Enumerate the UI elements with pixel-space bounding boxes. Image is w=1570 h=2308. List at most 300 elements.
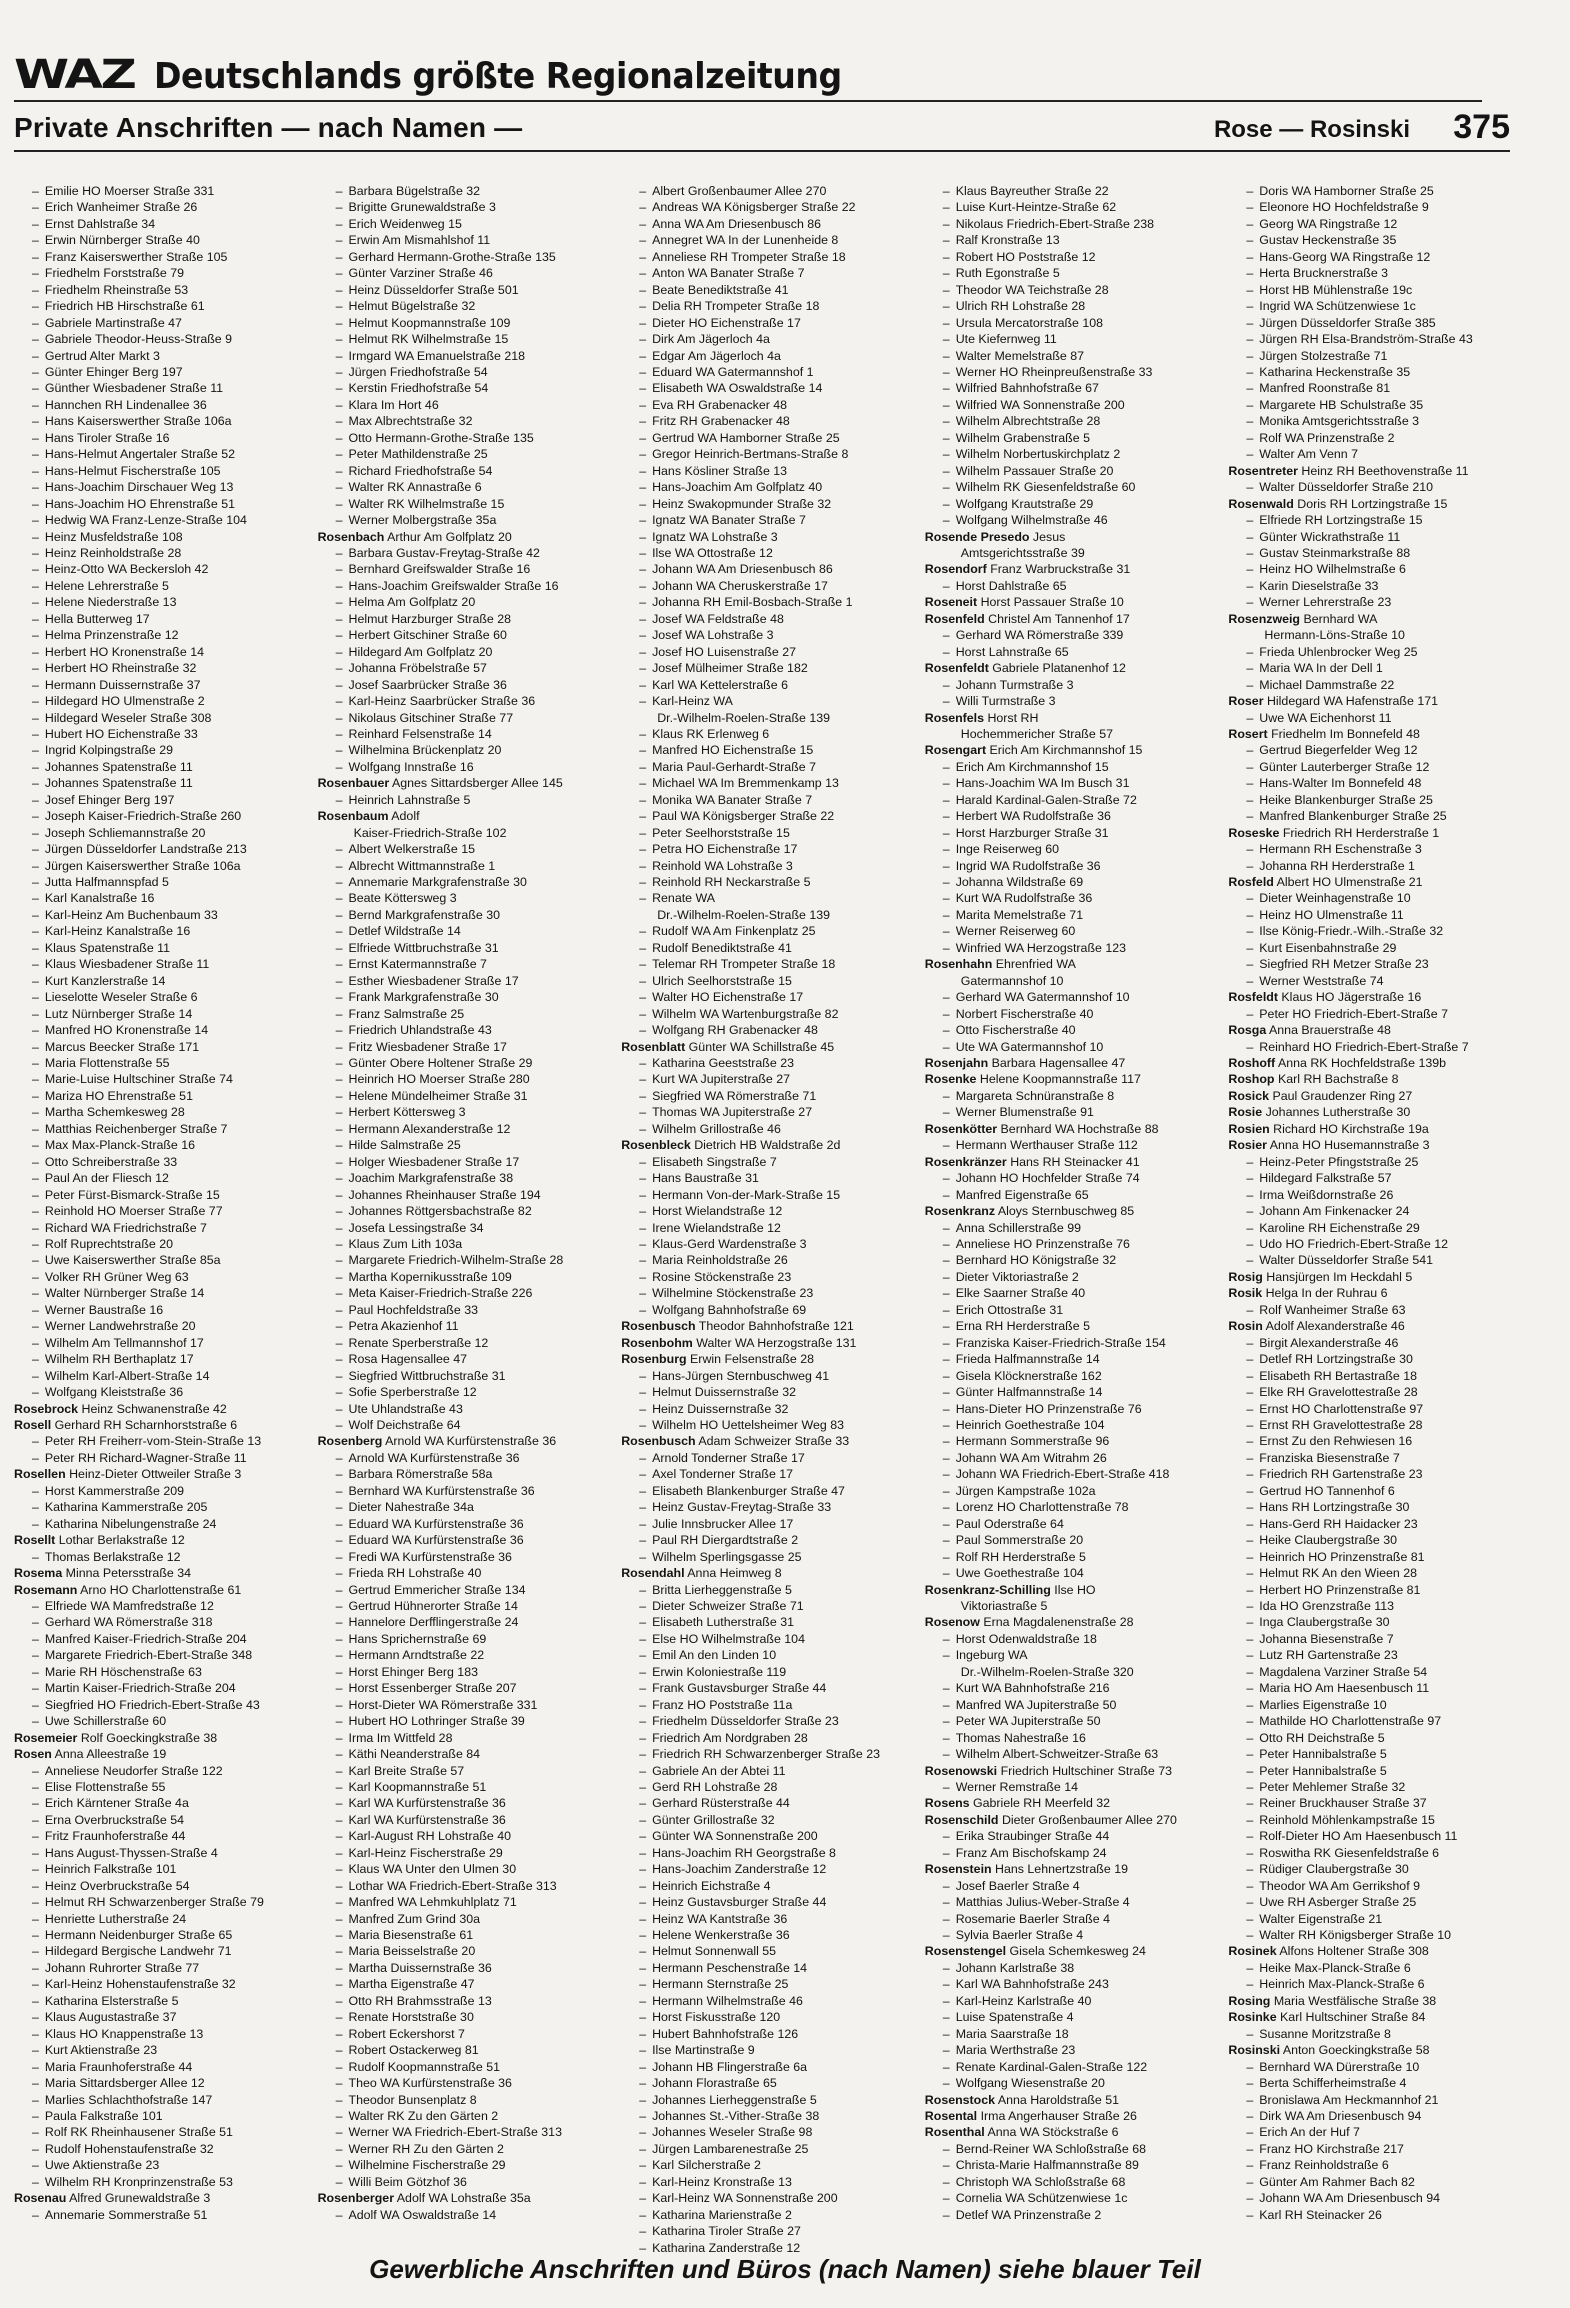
listing-entry: – Heinz Duissernstraße 32 <box>621 1401 903 1417</box>
listing-entry: – Gerhard WA Römerstraße 339 <box>925 627 1207 643</box>
listing-entry: – Uwe RH Asberger Straße 25 <box>1228 1894 1510 1910</box>
listing-entry: – Sofie Sperberstraße 12 <box>318 1384 600 1400</box>
listing-entry: – Nikolaus Gitschiner Straße 77 <box>318 710 600 726</box>
listing-entry: – Marcus Beecker Straße 171 <box>14 1039 296 1055</box>
entry-detail: Walter WA Herzogstraße 131 <box>696 1335 857 1350</box>
listing-entry: – Elisabeth RH Bertastraße 18 <box>1228 1368 1510 1384</box>
surname: Rosenstengel <box>924 1944 1007 1959</box>
listing-entry: – Arnold Tonderner Straße 17 <box>621 1450 903 1466</box>
listing-entry: – Irma Weißdornstraße 26 <box>1228 1187 1510 1203</box>
surname: Rosfeld <box>1228 875 1274 890</box>
listing-entry: – Irma Im Wittfeld 28 <box>318 1730 600 1746</box>
listing-entry: – Gustav Heckenstraße 35 <box>1228 232 1510 248</box>
listing-entry: – Bronislawa Am Heckmannhof 21 <box>1228 2092 1510 2108</box>
surname-entry <box>318 2190 600 2206</box>
listing-entry: – Erwin Nürnberger Straße 40 <box>14 232 296 248</box>
listing-entry: – Udo HO Friedrich-Ebert-Straße 12 <box>1228 1236 1510 1252</box>
surname: Rosen <box>14 1747 52 1762</box>
listing-entry: – Manfred WA Jupiterstraße 50 <box>925 1697 1207 1713</box>
listing-entry: – Ernst RH Gravelottestraße 28 <box>1228 1417 1510 1433</box>
listing-entry: – Friedrich Am Nordgraben 28 <box>621 1730 903 1746</box>
listing-entry: – Heinrich HO Prinzenstraße 81 <box>1228 1549 1510 1565</box>
surname-entry <box>925 1154 1207 1170</box>
listing-entry: – Hermann Duissernstraße 37 <box>14 677 296 693</box>
listing-entry: – Luise Kurt-Heintze-Straße 62 <box>925 199 1207 215</box>
surname-entry <box>318 808 600 824</box>
entry-detail: Adolf WA Lohstraße 35a <box>396 2191 531 2206</box>
listing-entry: – Reinhard Felsenstraße 14 <box>318 726 600 742</box>
listing-entry: – Doris WA Hamborner Straße 25 <box>1228 183 1510 199</box>
listing-entry: – Günter Grillostraße 32 <box>621 1812 903 1828</box>
listing-entry: – Telemar RH Trompeter Straße 18 <box>621 956 903 972</box>
listing-entry: – Werner Lehrerstraße 23 <box>1228 594 1510 610</box>
surname-entry <box>14 1565 296 1581</box>
listing-entry: – Rudolf Koopmannstraße 51 <box>318 2059 600 2075</box>
listing-entry: – Karl WA Bahnhofstraße 243 <box>925 1976 1207 1992</box>
listing-entry: – Hans-Joachim Am Golfplatz 40 <box>621 479 903 495</box>
section-title: Private Anschriften — nach Namen — <box>14 112 523 143</box>
listing-entry: – Erwin Koloniestraße 119 <box>621 1664 903 1680</box>
listing-entry: – Hans-Joachim HO Ehrenstraße 51 <box>14 496 296 512</box>
listing-entry: – Klaus Zum Lith 103a <box>318 1236 600 1252</box>
listing-entry: – Paul Oderstraße 64 <box>925 1516 1207 1532</box>
listing-entry: – Renate Kardinal-Galen-Straße 122 <box>925 2059 1207 2075</box>
listing-entry: – Marita Memelstraße 71 <box>925 907 1207 923</box>
entry-detail: Erich Am Kirchmannshof 15 <box>989 743 1143 758</box>
listing-entry: – Theo WA Kurfürstenstraße 36 <box>318 2075 600 2091</box>
surname: Rosenzweig <box>1228 611 1300 626</box>
surname: Rosenau <box>14 2191 67 2206</box>
listing-entry: – Paul Sommerstraße 20 <box>925 1532 1207 1548</box>
listing-entry: – Hannelore Derfflingerstraße 24 <box>318 1614 600 1630</box>
surname: Roshop <box>1228 1072 1275 1087</box>
listing-entry: – Karoline RH Eichenstraße 29 <box>1228 1220 1510 1236</box>
listing-entry: – Ruth Egonstraße 5 <box>925 265 1207 281</box>
entry-detail: Alfred Grunewaldstraße 3 <box>69 2191 211 2206</box>
listing-entry: – Heike Max-Planck-Straße 6 <box>1228 1960 1510 1976</box>
surname: Rosenhahn <box>924 957 993 972</box>
listing-entry: – Heinz Musfeldstraße 108 <box>14 529 296 545</box>
listing-entry: – Heinrich Lahnstraße 5 <box>318 792 600 808</box>
entry-detail: Gabriele RH Meerfeld 32 <box>973 1796 1111 1811</box>
listing-entry: – Josef Ehinger Berg 197 <box>14 792 296 808</box>
listing-entry: – Hans-Helmut Fischerstraße 105 <box>14 463 296 479</box>
listing-entry: – Johannes St.-Vither-Straße 38 <box>621 2108 903 2124</box>
listing-entry: – Hermann Von-der-Mark-Straße 15 <box>621 1187 903 1203</box>
listing-entry: – Hubert HO Lothringer Straße 39 <box>318 1713 600 1729</box>
listing-entry: – Manfred Blankenburger Straße 25 <box>1228 808 1510 824</box>
listing-entry: – Beate Benediktstraße 41 <box>621 282 903 298</box>
entry-detail: Heinz-Dieter Ottweiler Straße 3 <box>69 1467 242 1482</box>
entry-detail: Friedrich Hultschiner Straße 73 <box>1000 1763 1173 1778</box>
directory-column-1 <box>14 183 296 2256</box>
surname: Rosie <box>1228 1105 1263 1120</box>
listing-entry: – Ida HO Grenzstraße 113 <box>1228 1598 1510 1614</box>
listing-entry: – Horst Odenwaldstraße 18 <box>925 1631 1207 1647</box>
entry-detail: Rolf Goeckingkstraße 38 <box>80 1730 218 1745</box>
surname: Rosendahl <box>621 1566 685 1581</box>
surname-entry <box>14 1532 296 1548</box>
listing-entry: – Johannes Rheinhauser Straße 194 <box>318 1187 600 1203</box>
listing-entry: – Herbert HO Kronenstraße 14 <box>14 644 296 660</box>
listing-entry: – Heike Claubergstraße 30 <box>1228 1532 1510 1548</box>
entry-detail: Christel Am Tannenhof 17 <box>988 611 1130 626</box>
listing-entry: – Birgit Alexanderstraße 46 <box>1228 1335 1510 1351</box>
listing-entry: – Johannes Spatenstraße 11 <box>14 759 296 775</box>
listing-entry: – Hildegard Am Golfplatz 20 <box>318 644 600 660</box>
listing-entry: – Bernhard Greifswalder Straße 16 <box>318 561 600 577</box>
listing-entry: – Annemarie Markgrafenstraße 30 <box>318 874 600 890</box>
listing-entry: – Elke Saarner Straße 40 <box>925 1285 1207 1301</box>
listing-entry: – Fritz RH Grabenacker 48 <box>621 413 903 429</box>
listing-entry: – Peter HO Friedrich-Ebert-Straße 7 <box>1228 1006 1510 1022</box>
surname-entry <box>318 775 600 791</box>
listing-entry: – Renate Sperberstraße 12 <box>318 1335 600 1351</box>
surname-entry <box>621 1335 903 1351</box>
entry-detail: Helene Koopmannstraße 117 <box>979 1072 1141 1087</box>
listing-entry: – Heinrich Falkstraße 101 <box>14 1861 296 1877</box>
listing-entry: – Franz Kaiserswerther Straße 105 <box>14 249 296 265</box>
listing-entry: – Reinhold HO Moerser Straße 77 <box>14 1203 296 1219</box>
listing-entry: – Karl WA Kurfürstenstraße 36 <box>318 1812 600 1828</box>
surname: Rosenbaum <box>317 809 389 824</box>
listing-entry: – Marlies Schlachthofstraße 147 <box>14 2092 296 2108</box>
surname: Rosenow <box>924 1615 980 1630</box>
listing-entry: – Richard WA Friedrichstraße 7 <box>14 1220 296 1236</box>
listing-entry: – Elfriede Wittbruchstraße 31 <box>318 940 600 956</box>
listing-entry: – Johanna Fröbelstraße 57 <box>318 660 600 676</box>
listing-entry: – Magdalena Varziner Straße 54 <box>1228 1664 1510 1680</box>
listing-entry: – Hans-Joachim Zanderstraße 12 <box>621 1861 903 1877</box>
listing-entry: – Hans-Gerd RH Haidacker 23 <box>1228 1516 1510 1532</box>
listing-entry: – Klara Im Hort 46 <box>318 397 600 413</box>
listing-entry: – Beate Köttersweg 3 <box>318 890 600 906</box>
listing-entry: – Gerhard Hermann-Grothe-Straße 135 <box>318 249 600 265</box>
listing-entry: – Otto Fischerstraße 40 <box>925 1022 1207 1038</box>
directory-columns <box>14 183 1510 2255</box>
listing-entry: – Werner RH Zu den Gärten 2 <box>318 2141 600 2157</box>
listing-entry: – Martha Schemkesweg 28 <box>14 1104 296 1120</box>
listing-entry: – Siegfried HO Friedrich-Ebert-Straße 43 <box>14 1697 296 1713</box>
listing-entry: – Walter Am Venn 7 <box>1228 446 1510 462</box>
listing-entry: – Anton WA Banater Straße 7 <box>621 265 903 281</box>
listing-entry: – Helmut Bügelstraße 32 <box>318 298 600 314</box>
listing-entry: – Jürgen Düsseldorfer Straße 385 <box>1228 315 1510 331</box>
listing-entry: – Günter Varziner Straße 46 <box>318 265 600 281</box>
surname-entry <box>925 710 1207 726</box>
listing-entry: – Wolfgang Kleiststraße 36 <box>14 1384 296 1400</box>
entry-detail: Richard HO Kirchstraße 19a <box>1273 1121 1429 1136</box>
listing-entry: – Maria Flottenstraße 55 <box>14 1055 296 1071</box>
listing-entry: – Frank Markgrafenstraße 30 <box>318 989 600 1005</box>
listing-entry: – Elisabeth Lutherstraße 31 <box>621 1614 903 1630</box>
listing-entry: – Friedhelm Rheinstraße 53 <box>14 282 296 298</box>
surname: Rosfeldt <box>1228 990 1278 1005</box>
listing-entry: – Josef Baerler Straße 4 <box>925 1878 1207 1894</box>
entry-detail: Karl Hultschiner Straße 84 <box>1280 2010 1426 2025</box>
listing-entry: – Emilie HO Moerser Straße 331 <box>14 183 296 199</box>
listing-entry: – Sylvia Baerler Straße 4 <box>925 1927 1207 1943</box>
listing-entry: – Karl-Heinz Hohenstaufenstraße 32 <box>14 1976 296 1992</box>
surname: Rosinski <box>1228 2043 1281 2058</box>
surname: Rosing <box>1228 1993 1271 2008</box>
surname: Rosengart <box>924 743 987 758</box>
listing-entry: – Katharina Zanderstraße 12 <box>621 2240 903 2256</box>
listing-entry: – Albrecht Wittmannstraße 1 <box>318 858 600 874</box>
listing-entry: – Heinz Reinholdstraße 28 <box>14 545 296 561</box>
entry-detail: Theodor Bahnhofstraße 121 <box>698 1319 854 1334</box>
surname-entry <box>925 2092 1207 2108</box>
listing-entry: – Johann Am Finkenacker 24 <box>1228 1203 1510 1219</box>
listing-entry: – Hans Kösliner Straße 13 <box>621 463 903 479</box>
listing-entry: – Gisela Klöcknerstraße 162 <box>925 1368 1207 1384</box>
listing-entry: – Peter Mathildenstraße 25 <box>318 446 600 462</box>
name-range: Rose — Rosinski <box>1213 116 1410 143</box>
listing-entry: – Ingrid Kolpingstraße 29 <box>14 742 296 758</box>
listing-entry: – Wilfried Bahnhofstraße 67 <box>925 380 1207 396</box>
listing-entry: – Richard Friedhofstraße 54 <box>318 463 600 479</box>
listing-entry: – Robert HO Poststraße 12 <box>925 249 1207 265</box>
entry-detail: Adolf <box>391 809 420 824</box>
directory-column-5 <box>1228 183 1510 2256</box>
listing-entry: – Helene Lehrerstraße 5 <box>14 578 296 594</box>
listing-entry: – Else HO Wilhelmstraße 104 <box>621 1631 903 1647</box>
surname: Rosert <box>1228 726 1268 741</box>
listing-entry: – Hans-Dieter HO Prinzenstraße 76 <box>925 1401 1207 1417</box>
listing-entry: – Ingrid WA Schützenwiese 1c <box>1228 298 1510 314</box>
listing-entry: – Günter WA Sonnenstraße 200 <box>621 1828 903 1844</box>
listing-entry: – Werner Blumenstraße 91 <box>925 1104 1207 1120</box>
listing-entry: – Uwe WA Eichenhorst 11 <box>1228 710 1510 726</box>
surname: Roser <box>1228 694 1264 709</box>
listing-entry: – Rolf RH Herderstraße 5 <box>925 1549 1207 1565</box>
surname-entry <box>1228 1269 1510 1285</box>
listing-entry: – Marie-Luise Hultschiner Straße 74 <box>14 1071 296 1087</box>
listing-entry: – Volker RH Grüner Weg 63 <box>14 1269 296 1285</box>
listing-entry: – Wilhelmine Stöckenstraße 23 <box>621 1285 903 1301</box>
listing-entry: – Jürgen RH Elsa-Brandström-Straße 43 <box>1228 331 1510 347</box>
listing-entry: – Anneliese HO Prinzenstraße 76 <box>925 1236 1207 1252</box>
listing-entry: – Petra Akazienhof 11 <box>318 1318 600 1334</box>
listing-entry: – Detlef Wildstraße 14 <box>318 923 600 939</box>
listing-entry: – Anna WA Am Driesenbusch 86 <box>621 216 903 232</box>
entry-detail: Anna WA Stöckstraße 6 <box>987 2125 1119 2140</box>
listing-entry: – Katharina Kammerstraße 205 <box>14 1499 296 1515</box>
listing-entry: – Margarete Friedrich-Wilhelm-Straße 28 <box>318 1252 600 1268</box>
listing-entry: – Uwe Goethestraße 104 <box>925 1565 1207 1581</box>
surname: Rosenfeld <box>924 611 985 626</box>
listing-entry: – Jürgen Friedhofstraße 54 <box>318 364 600 380</box>
surname: Rosenkränzer <box>924 1154 1007 1169</box>
entry-detail: Anna HO Husemannstraße 3 <box>1269 1138 1430 1153</box>
surname: Roseneit <box>924 595 978 610</box>
surname-entry <box>925 594 1207 610</box>
listing-entry: – Willi Turmstraße 3 <box>925 693 1207 709</box>
surname-entry <box>1228 1943 1510 1959</box>
listing-entry: – Hans-Joachim RH Georgstraße 8 <box>621 1845 903 1861</box>
surname: Rosick <box>1228 1088 1270 1103</box>
listing-entry: – Elisabeth Singstraße 7 <box>621 1154 903 1170</box>
listing-entry: – Dieter Weinhagenstraße 10 <box>1228 890 1510 906</box>
listing-entry: – Ute Kiefernweg 11 <box>925 331 1207 347</box>
surname-entry <box>1228 693 1510 709</box>
listing-entry: – Rosine Stöckenstraße 23 <box>621 1269 903 1285</box>
listing-entry: – Werner Reiserweg 60 <box>925 923 1207 939</box>
listing-entry: – Horst-Dieter WA Römerstraße 331 <box>318 1697 600 1713</box>
listing-entry: – Johannes Lierheggenstraße 5 <box>621 2092 903 2108</box>
listing-entry: – Jürgen Düsseldorfer Landstraße 213 <box>14 841 296 857</box>
listing-entry: – Hermann Sternstraße 25 <box>621 1976 903 1992</box>
listing-entry: – Anna Schillerstraße 99 <box>925 1220 1207 1236</box>
entry-continuation: Dr.-Wilhelm-Roelen-Straße 320 <box>960 1664 1134 1679</box>
listing-entry: – Franz Reinholdstraße 6 <box>1228 2157 1510 2173</box>
listing-entry: – Renate Horststraße 30 <box>318 2009 600 2025</box>
listing-entry: – Franz Am Bischofskamp 24 <box>925 1845 1207 1861</box>
entry-continuation: Dr.-Wilhelm-Roelen-Straße 139 <box>657 907 831 922</box>
listing-entry: – Lutz RH Gartenstraße 23 <box>1228 1647 1510 1663</box>
listing-entry: – Erich Kärntener Straße 4a <box>14 1795 296 1811</box>
surname-entry <box>925 1582 1207 1598</box>
surname: Rosinek <box>1228 1944 1277 1959</box>
listing-entry: – Elfriede RH Lortzingstraße 15 <box>1228 512 1510 528</box>
listing-entry: – Walter Nürnberger Straße 14 <box>14 1285 296 1301</box>
listing-entry: – Gerhard WA Gatermannshof 10 <box>925 989 1207 1005</box>
listing-entry: – Franz HO Kirchstraße 217 <box>1228 2141 1510 2157</box>
surname-entry <box>621 1433 903 1449</box>
listing-entry: – Heinz WA Kantstraße 36 <box>621 1911 903 1927</box>
listing-entry: – Katharina Elsterstraße 5 <box>14 1993 296 2009</box>
surname-entry <box>621 1351 903 1367</box>
listing-entry: – Franz Salmstraße 25 <box>318 1006 600 1022</box>
entry-detail: Anna Haroldstraße 51 <box>997 2092 1120 2107</box>
listing-entry: – Johann WA Friedrich-Ebert-Straße 418 <box>925 1466 1207 1482</box>
entry-detail: Jesus <box>1032 529 1066 544</box>
listing-entry: – Wilhelm Am Tellmannshof 17 <box>14 1335 296 1351</box>
listing-entry: – Reinhard HO Friedrich-Ebert-Straße 7 <box>1228 1039 1510 1055</box>
listing-entry: – Hildegard HO Ulmenstraße 2 <box>14 693 296 709</box>
surname-entry <box>1228 2009 1510 2025</box>
listing-entry: – Fritz Fraunhoferstraße 44 <box>14 1828 296 1844</box>
listing-entry: – Josefa Lessingstraße 34 <box>318 1220 600 1236</box>
surname-entry <box>14 1417 296 1433</box>
listing-entry: – Dieter Viktoriastraße 2 <box>925 1269 1207 1285</box>
entry-detail: Irma Angerhauser Straße 26 <box>980 2109 1137 2124</box>
listing-entry: – Heinz HO Ulmenstraße 11 <box>1228 907 1510 923</box>
listing-entry: – Dieter Schweizer Straße 71 <box>621 1598 903 1614</box>
listing-entry: – Heinrich Goethestraße 104 <box>925 1417 1207 1433</box>
listing-entry: – Kurt WA Jupiterstraße 27 <box>621 1071 903 1087</box>
listing-entry: – Helmut Harzburger Straße 28 <box>318 611 600 627</box>
listing-entry: – Ilse WA Ottostraße 12 <box>621 545 903 561</box>
listing-entry: – Ignatz WA Banater Straße 7 <box>621 512 903 528</box>
listing-entry: – Erwin Am Mismahlshof 11 <box>318 232 600 248</box>
listing-entry: – Klaus Augustastraße 37 <box>14 2009 296 2025</box>
listing-entry: – Günter Wickrathstraße 11 <box>1228 529 1510 545</box>
directory-column-3 <box>621 183 903 2256</box>
surname: Rosenburg <box>621 1352 687 1367</box>
surname: Rosentreter <box>1228 463 1298 478</box>
listing-entry: – Heinrich Eichstraße 4 <box>621 1878 903 1894</box>
surname-entry <box>925 1812 1207 1828</box>
listing-entry: – Heinrich HO Moerser Straße 280 <box>318 1071 600 1087</box>
waz-logo: WAZ <box>14 52 135 98</box>
surname-entry <box>1228 496 1510 512</box>
listing-entry: – Walter RK Zu den Gärten 2 <box>318 2108 600 2124</box>
listing-entry: – Karl-Heinz Saarbrücker Straße 36 <box>318 693 600 709</box>
listing-entry: – Werner Remstraße 14 <box>925 1779 1207 1795</box>
listing-entry: – Siegfried WA Römerstraße 71 <box>621 1088 903 1104</box>
listing-entry: – Klaus HO Knappenstraße 13 <box>14 2026 296 2042</box>
surname: Rosenkranz-Schilling <box>924 1582 1051 1597</box>
listing-entry: – Manfred HO Kronenstraße 14 <box>14 1022 296 1038</box>
surname: Rosenke <box>924 1072 977 1087</box>
listing-entry: – Johann WA Am Driesenbusch 94 <box>1228 2190 1510 2206</box>
listing-entry: – Kurt Aktienstraße 23 <box>14 2042 296 2058</box>
listing-entry: – Heinz HO Wilhelmstraße 6 <box>1228 561 1510 577</box>
surname-entry <box>1228 1993 1510 2009</box>
listing-entry: – Walter Eigenstraße 21 <box>1228 1911 1510 1927</box>
entry-detail: Erna Magdalenenstraße 28 <box>983 1615 1134 1630</box>
listing-entry: – Hedwig WA Franz-Lenze-Straße 104 <box>14 512 296 528</box>
listing-entry: – Michael Dammstraße 22 <box>1228 677 1510 693</box>
listing-entry: – Katharina Heckenstraße 35 <box>1228 364 1510 380</box>
listing-entry: – Günter Halfmannstraße 14 <box>925 1384 1207 1400</box>
listing-entry: – Rolf Ruprechtstraße 20 <box>14 1236 296 1252</box>
listing-entry: – Marlies Eigenstraße 10 <box>1228 1697 1510 1713</box>
listing-entry: – Ute WA Gatermannshof 10 <box>925 1039 1207 1055</box>
listing-entry: – Karl-Heinz Fischerstraße 29 <box>318 1845 600 1861</box>
surname-entry <box>1228 463 1510 479</box>
listing-entry: – Ernst Katermannstraße 7 <box>318 956 600 972</box>
surname: Rosenbusch <box>621 1319 696 1334</box>
entry-detail: Horst RH <box>987 710 1039 725</box>
listing-entry: – Martha Kopernikusstraße 109 <box>318 1269 600 1285</box>
surname-entry <box>1228 1104 1510 1120</box>
listing-entry: – Kurt Eisenbahnstraße 29 <box>1228 940 1510 956</box>
entry-detail: Heinz Schwanenstraße 42 <box>81 1401 227 1416</box>
listing-entry: – Gertrud HO Tannenhof 6 <box>1228 1483 1510 1499</box>
surname: Rosien <box>1228 1121 1270 1136</box>
listing-entry: – Johann Turmstraße 3 <box>925 677 1207 693</box>
listing-entry: – Karl Kanalstraße 16 <box>14 890 296 906</box>
listing-entry: – Hermann Alexanderstraße 12 <box>318 1121 600 1137</box>
listing-entry: – Peter RH Richard-Wagner-Straße 11 <box>14 1450 296 1466</box>
listing-entry: – Andreas WA Königsberger Straße 22 <box>621 199 903 215</box>
listing-entry: – Klaus WA Unter den Ulmen 30 <box>318 1861 600 1877</box>
surname-entry <box>1228 1318 1510 1334</box>
listing-entry: – Wilhelm WA Wartenburgstraße 82 <box>621 1006 903 1022</box>
listing-entry: – Britta Lierheggenstraße 5 <box>621 1582 903 1598</box>
listing-entry: – Herbert Gitschiner Straße 60 <box>318 627 600 643</box>
listing-entry: – Hermann Sommerstraße 96 <box>925 1433 1207 1449</box>
listing-entry: – Mathilde HO Charlottenstraße 97 <box>1228 1713 1510 1729</box>
entry-detail: Dieter Großenbaumer Allee 270 <box>1001 1812 1177 1827</box>
listing-entry: – Friedrich HB Hirschstraße 61 <box>14 298 296 314</box>
listing-entry: – Horst Lahnstraße 65 <box>925 644 1207 660</box>
listing-entry: – Reinhold WA Lohstraße 3 <box>621 858 903 874</box>
listing-entry: – Robert Ostackerweg 81 <box>318 2042 600 2058</box>
listing-entry: – Hubert HO Eichenstraße 33 <box>14 726 296 742</box>
listing-entry: – Werner WA Friedrich-Ebert-Straße 313 <box>318 2124 600 2140</box>
surname-entry <box>925 1121 1207 1137</box>
listing-entry: – Frank Gustavsburger Straße 44 <box>621 1680 903 1696</box>
listing-entry: – Erika Straubinger Straße 44 <box>925 1828 1207 1844</box>
listing-entry: – Jürgen Kaiserswerther Straße 106a <box>14 858 296 874</box>
entry-detail: Aloys Sternbuschweg 85 <box>997 1204 1135 1219</box>
listing-entry: – Esther Wiesbadener Straße 17 <box>318 973 600 989</box>
listing-entry: – Bernd-Reiner WA Schloßstraße 68 <box>925 2141 1207 2157</box>
listing-entry: – Johann Florastraße 65 <box>621 2075 903 2091</box>
